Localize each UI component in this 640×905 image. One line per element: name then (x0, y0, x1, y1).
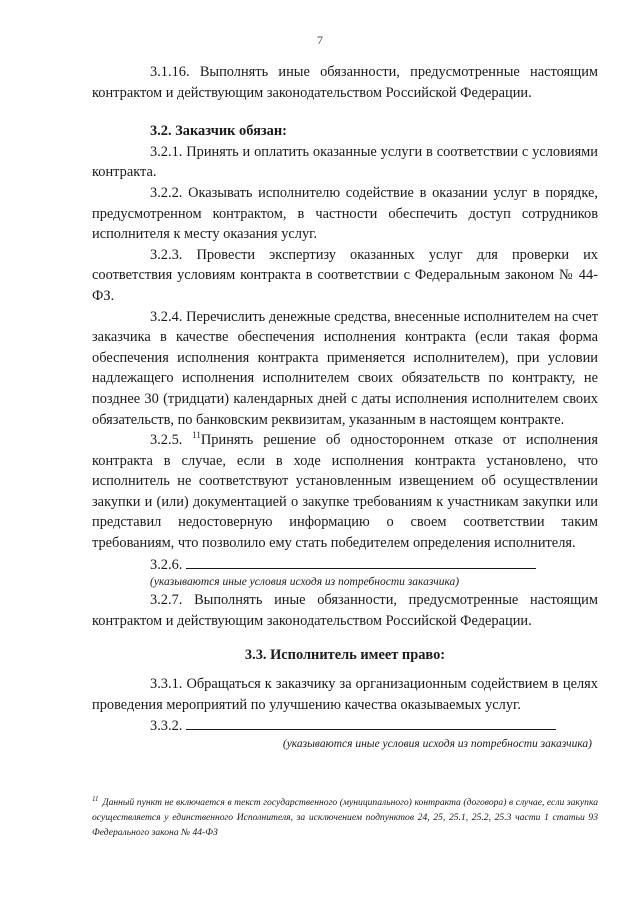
clause-3-2-5-number: 3.2.5. (150, 432, 183, 449)
clause-3-2-1: 3.2.1. Принять и оплатить оказанные услуги в соответствии с условиями контракта. (92, 143, 598, 181)
clause-3-2-4: 3.2.4. Перечислить денежные средства, внесенные исполнителем на счет заказчика в качестве обеспечения исполнения контракта (если такая форма обеспечения исполнения контракта применяется исполнителем), при условии надлежащего исполнения исполнителем своих обязательств по контракту, не позднее 30 (тридцати) календарных дней с даты исполнения исполнителем своих обязательств, по банковским реквизитам, указанным в настоящем контракте. (92, 308, 598, 428)
section-heading-3-3: 3.3. Исполнитель имеет право: (244, 647, 446, 664)
clause-3-1-16: 3.1.16. Выполнять иные обязанности, предусмотренные настоящим контрактом и действующим законодательством Российской Федерации. (92, 64, 598, 101)
clause-3-2-5-text: Принять решение об одностороннем отказе от исполнения контракта в случае, если в ходе исполнения контракта установлено, что исполнитель не соответствуют установленным извещением об осуществлении закупки и (или) документацией о закупке требованиям к участникам закупки или представил недостоверную информацию о своем соответствии таким требованиям, что позволило ему стать победителем определения исполнителя. (92, 432, 598, 552)
section-heading-3-2: 3.2. Заказчик обязан: (150, 123, 287, 140)
fill-instruction-note: (указываются иные условия исходя из потребности заказчика) (150, 576, 460, 589)
page-number: 7 (317, 33, 323, 47)
clause-3-3-2 (92, 715, 598, 737)
blank-fill-line (186, 554, 536, 569)
footnote-reference: 11 (192, 430, 201, 441)
clause-3-3-1: 3.3.1. Обращаться к заказчику за организационным содействием в целях проведения мероприятий по улучшению качества оказываемых услуг. (92, 676, 598, 713)
clause-3-2-6-number: 3.2.6. (150, 556, 183, 573)
clause-3-2-7: 3.2.7. Выполнять иные обязанности, предусмотренные настоящим контрактом и действующим законодательством Российской Федерации. (92, 592, 598, 629)
clause-3-2-3: 3.2.3. Провести экспертизу оказанных услуг для проверки их соответствия условиям контракта в соответствии с Федеральным законом № 44-ФЗ. (92, 246, 598, 304)
fill-instruction-note: (указываются иные условия исходя из потребности заказчика) (282, 737, 592, 750)
footnote-mark: 11 (92, 794, 99, 803)
clause-3-2-5 (92, 430, 598, 554)
footnote (92, 795, 598, 840)
footnote-text: Данный пункт не включается в текст государственного (муниципального) контракта (договора) в случае, если закупка осуществляется у единственного Исполнителя, за исключением подпунктов 24, 25, 25.1, 25.2, 25.3 части 1 статьи 93 Федерального закона № 44-ФЗ (92, 797, 598, 838)
clause-3-2-2: 3.2.2. Оказывать исполнителю содействие в оказании услуг в порядке, предусмотренном контрактом, в частности обеспечить доступ сотрудников исполнителя к месту оказания услуг. (92, 184, 598, 243)
clause-3-3-2-number: 3.3.2. (150, 718, 183, 735)
document-body (92, 62, 598, 752)
clause-3-2-6 (92, 554, 598, 576)
blank-fill-line (186, 715, 556, 730)
